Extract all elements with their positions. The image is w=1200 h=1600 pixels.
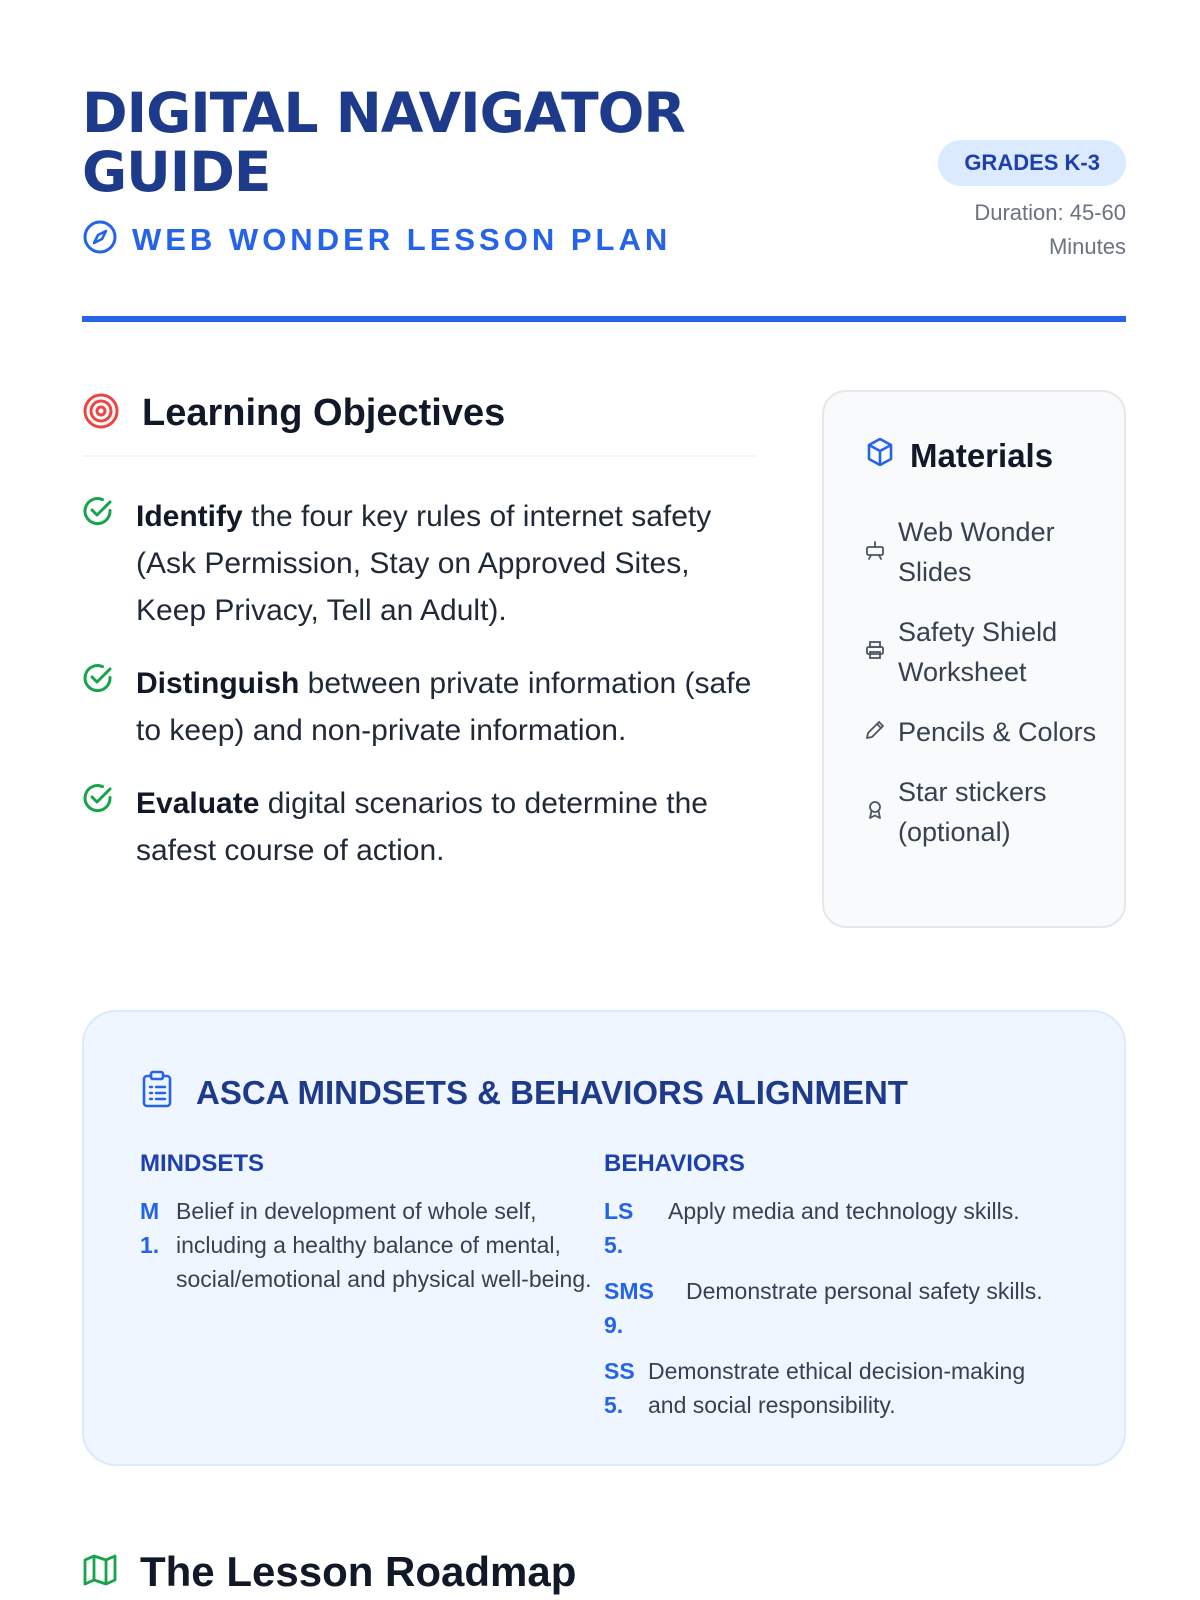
objectives-title: Learning Objectives	[142, 392, 506, 434]
check-circle-icon	[82, 495, 116, 634]
material-item	[864, 712, 1098, 752]
objective-text: Distinguish between private information (safe to keep) and non-private information.	[136, 667, 752, 747]
check-circle-icon	[82, 782, 116, 874]
page-title: DIGITAL NAVIGATOR GUIDE	[82, 81, 685, 204]
objectives-heading	[82, 392, 756, 435]
objectives-list	[82, 493, 756, 874]
header-divider	[82, 316, 1126, 322]
behavior-code: LS 5.	[604, 1198, 634, 1258]
behaviors-column	[604, 1150, 1068, 1434]
behavior-code: SS 5.	[604, 1358, 635, 1418]
grade-badge: GRADES K-3	[938, 140, 1126, 186]
objective-text: Evaluate digital scenarios to determine the safest course of action.	[136, 787, 708, 867]
behavior-text: Demonstrate personal safety skills.	[686, 1278, 1043, 1304]
material-label: Safety Shield Worksheet	[898, 617, 1058, 687]
mindsets-label: MINDSETS	[140, 1150, 265, 1177]
award-icon	[864, 799, 886, 826]
check-circle-icon	[82, 662, 116, 754]
mindset-code: M 1.	[140, 1198, 160, 1258]
pencil-icon	[864, 719, 886, 746]
mindsets-column	[140, 1150, 604, 1434]
behavior-row	[604, 1194, 1068, 1262]
materials-title: Materials	[910, 437, 1054, 474]
objective-item	[82, 493, 756, 634]
behavior-text: Demonstrate ethical decision-making and social responsibility.	[648, 1358, 1026, 1418]
roadmap-heading	[82, 1548, 576, 1596]
material-item	[864, 512, 1098, 592]
behaviors-label: BEHAVIORS	[604, 1150, 745, 1177]
material-label: Web Wonder Slides	[898, 517, 1055, 587]
objective-item	[82, 780, 756, 874]
behavior-row	[604, 1274, 1068, 1342]
printer-icon	[864, 639, 886, 666]
asca-alignment-card	[82, 1010, 1126, 1466]
material-item	[864, 772, 1098, 852]
target-icon	[82, 392, 120, 435]
materials-list	[864, 512, 1098, 852]
mindset-text: Belief in development of whole self, including a healthy balance of mental, social/emotional and physical well-being.	[176, 1198, 592, 1292]
page-subtitle	[82, 219, 671, 260]
presentation-icon	[864, 539, 886, 566]
learning-objectives-section	[82, 392, 756, 900]
box-icon	[864, 436, 896, 476]
behavior-row	[604, 1354, 1068, 1422]
materials-heading	[864, 436, 1098, 476]
compass-icon	[82, 219, 118, 260]
clipboard-list-icon	[140, 1070, 174, 1116]
duration-text: Duration: 45-60 Minutes	[974, 200, 1126, 259]
roadmap-title: The Lesson Roadmap	[140, 1548, 577, 1595]
objectives-divider	[82, 455, 756, 457]
mindset-row	[140, 1194, 604, 1296]
material-item	[864, 612, 1098, 692]
material-label: Pencils & Colors	[898, 717, 1097, 747]
map-icon	[82, 1552, 118, 1593]
behavior-code: SMS 9.	[604, 1278, 654, 1338]
materials-card	[822, 390, 1126, 928]
subtitle-text: WEB WONDER LESSON PLAN	[132, 221, 672, 257]
objective-item	[82, 660, 756, 754]
asca-columns	[140, 1150, 1068, 1434]
asca-heading	[140, 1070, 1068, 1116]
objective-text: Identify the four key rules of internet safety (Ask Permission, Stay on Approved Sites, Keep Privacy, Tell an Adult).	[136, 500, 712, 627]
page-header	[82, 81, 1126, 324]
material-label: Star stickers (optional)	[898, 777, 1047, 847]
asca-title: ASCA MINDSETS & BEHAVIORS ALIGNMENT	[196, 1074, 908, 1111]
behavior-text: Apply media and technology skills.	[668, 1198, 1020, 1224]
